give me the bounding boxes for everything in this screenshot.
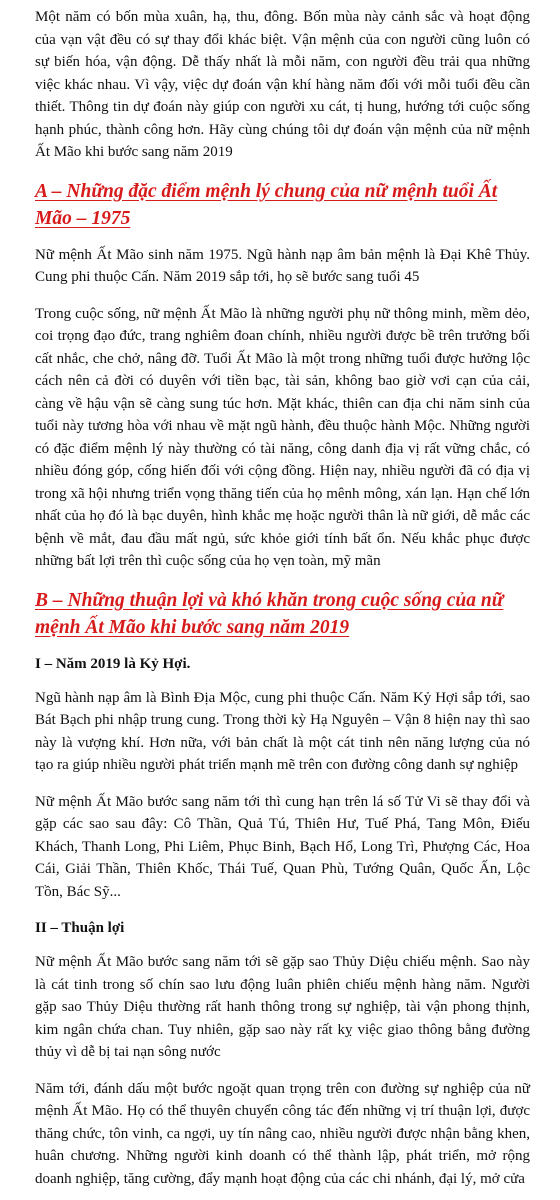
subsection-1-paragraph-1: Ngũ hành nạp âm là Bình Địa Mộc, cung phi thuộc Cấn. Năm Kỷ Hợi sắp tới, sao Bát Bạch phi nhập trung cung. Trong thời kỳ Hạ Nguyên – Vận 8 hiện nay thì sao này là vượng khí. Hơn nữa, với bản chất là một cát tinh nên năng lượng của nó tạo ra giúp nhiều người phát triển mạnh mẽ trên con đường công danh sự nghiệp <box>35 689 530 773</box>
section-a-heading: A – Những đặc điểm mệnh lý chung của nữ mệnh tuổi Ất Mão – 1975 <box>35 180 498 229</box>
subsection-2-heading: II – Thuận lợi <box>35 920 125 936</box>
subsection-2-paragraph-2: Năm tới, đánh dấu một bước ngoặt quan trọng trên con đường sự nghiệp của nữ mệnh Ất Mão. Họ có thể thuyên chuyển công tác đến những vị trí thuận lợi, được thăng chức, tôn vinh, ca ngợi, uy tín nâng cao, nhiều người được nhận bằng khen, huân chương. Những người kinh doanh có thể thành lập, phát triển, mở rộng doanh nghiệp, tăng cường, đẩy mạnh hoạt động của các chi nhánh, đại lý, mở cửa <box>35 1080 530 1187</box>
intro-paragraph: Một năm có bốn mùa xuân, hạ, thu, đông. Bốn mùa này cảnh sắc và hoạt động của vạn vật đều có sự thay đổi khác biệt. Vận mệnh của con người cũng luôn có sự biến hóa, vận động. Dễ thấy nhất là mỗi năm, con người đều trải qua những việc khác nhau. Vì vậy, việc dự đoán vận khí hàng năm đối với mỗi tuổi đều cần thiết. Thông tin dự đoán này giúp con người xu cát, tị hung, hướng tới cuộc sống hạnh phúc, thành công hơn. Hãy cùng chúng tôi dự đoán vận mệnh của nữ mệnh Ất Mão khi bước sang năm 2019 <box>35 9 530 160</box>
section-a-paragraph-1: Nữ mệnh Ất Mão sinh năm 1975. Ngũ hành nạp âm bản mệnh là Đại Khê Thủy. Cung phi thuộc Cấn. Năm 2019 sắp tới, họ sẽ bước sang tuổi 45 <box>35 246 530 285</box>
section-b-heading: B – Những thuận lợi và khó khăn trong cuộc sống của nữ mệnh Ất Mão khi bước sang năm 2019 <box>35 589 504 638</box>
section-a-paragraph-2: Trong cuộc sống, nữ mệnh Ất Mão là những người phụ nữ thông minh, mềm dẻo, coi trọng đạo đức, trang nghiêm đoan chính, nhiều người được bề trên trưởng bối cất nhắc, che chở, nâng đỡ. Tuổi Ất Mão là một trong những tuổi được hưởng lộc cách nên cả đời có duyên với tiền bạc, tài sản, không bao giờ vơi cạn của cải, càng về hậu vận sẽ càng sung túc hơn. Mặt khác, thiên can địa chi năm sinh của tuổi này tương hòa với nhau về mặt ngũ hành, đều thuộc hành Mộc. Những người có đặc điểm mệnh lý này thường có tài năng, công danh địa vị rất vững chắc, có nhiều đóng góp, cống hiến đối với cộng đồng. Hiện nay, nhiều người đã có địa vị trong xã hội nhưng triển vọng thăng tiến của họ mênh mông, xán lạn. Hạn chế lớn nhất của họ đó là bạc duyên, hình khắc mẹ hoặc người thân là nữ giới, dễ mắc các bệnh về mắt, đau đầu mất ngủ, sức khỏe giới tính bất ổn. Nếu khắc phục được những bất lợi trên thì cuộc sống của họ vẹn toàn, mỹ mãn <box>35 305 530 569</box>
subsection-2-paragraph-1: Nữ mệnh Ất Mão bước sang năm tới sẽ gặp sao Thủy Diệu chiếu mệnh. Sao này là cát tinh trong số chín sao lưu động luân phiên chiếu mệnh hàng năm. Người gặp sao Thủy Diệu thường rất hanh thông trong sự nghiệp, tài vận phong thịnh, kim ngân chứa chan. Tuy nhiên, gặp sao này rất kỵ việc giao thông bằng đường thủy vì dễ bị tai nạn sông nước <box>35 954 530 1060</box>
subsection-1-paragraph-2: Nữ mệnh Ất Mão bước sang năm tới thì cung hạn trên lá số Tử Vi sẽ thay đổi và gặp các sao sau đây: Cô Thần, Quả Tú, Thiên Hư, Tuế Phá, Tang Môn, Điếu Khách, Thanh Long, Phi Liêm, Phục Binh, Bạch Hổ, Long Trì, Phượng Các, Hoa Cái, Giải Thần, Thiên Khốc, Thái Tuế, Quan Phù, Tướng Quân, Quốc Ấn, Lộc Tồn, Bác Sỹ... <box>35 793 530 900</box>
subsection-1-heading: I – Năm 2019 là Kỷ Hợi. <box>35 655 191 672</box>
